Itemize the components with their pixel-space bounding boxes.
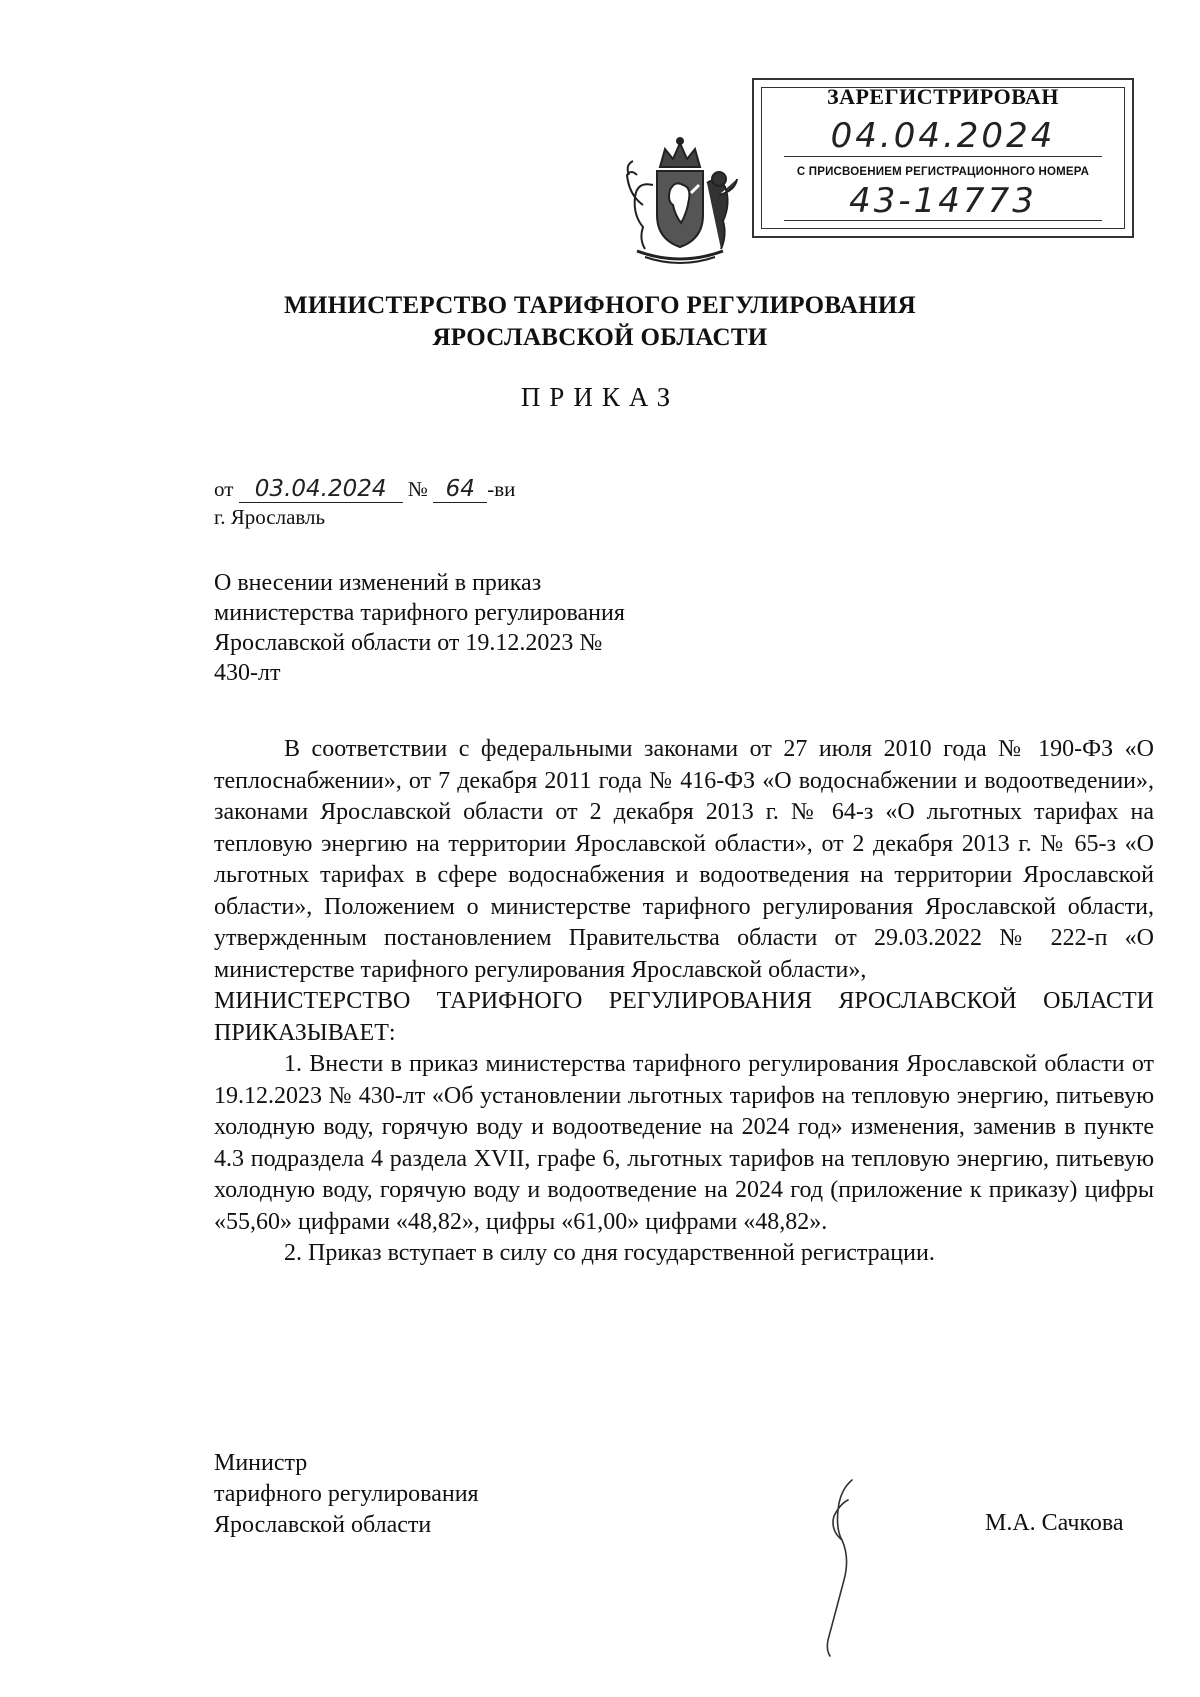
order-item-1: 1. Внести в приказ министерства тарифного регулирования Ярославской области от 19.12.2023 № 430-лт «Об установлении льготных тарифов на тепловую энергию, питьевую холодную воду, горячую воду и водоотведение на 2024 год» изменения, заменив в пункте 4.3 подраздела 4 раздела XVII, графе 6, льготных тарифов на тепловую энергию, питьевую холодную воду, горячую воду и водоотведение на 2024 год (приложение к приказу) цифры «55,60» цифрами «48,82», цифры «61,00» цифрами «48,82». [214, 1051, 1154, 1235]
signer-title-line3: Ярославской области [214, 1512, 432, 1538]
order-number: 64 [433, 476, 487, 503]
order-number-suffix: -ви [487, 477, 516, 501]
preamble-paragraph: В соответствии с федеральными законами от 27 июля 2010 года № 190-ФЗ «О теплоснабжении», от 7 декабря 2011 года № 416-ФЗ «О водоснабжении и водоотведении», законами Ярославской области от 2 декабря 2013 г. № 64-з «О льготных тарифах на тепловую энергию на территории Ярославской области», от 2 декабря 2013 г. № 65-з «О льготных тарифах в сфере водоснабжения и водоотведения на территории Ярославской области», Положением о министерстве тарифного регулирования Ярославской области, утвержденным постановлением Правительства области от 29.03.2022 № 222-п «О министерстве тарифного регулирования Ярославской области», [214, 736, 1154, 983]
stamp-subtitle: С ПРИСВОЕНИЕМ РЕГИСТРАЦИОННОГО НОМЕРА [796, 166, 1090, 178]
stamp-number: 43-14773 [784, 182, 1102, 221]
signer-title-line1: Министр [214, 1450, 308, 1476]
stamp-date: 04.04.2024 [784, 116, 1102, 157]
ministry-name-line1: МИНИСТЕРСТВО ТАРИФНОГО РЕГУЛИРОВАНИЯ [283, 292, 916, 319]
signer-name: М.А. Сачкова [985, 1510, 1124, 1536]
signer-block [214, 1448, 479, 1541]
from-label: от [214, 477, 234, 501]
ministry-header [0, 290, 1200, 354]
city: г. Ярославль [214, 505, 326, 529]
orders-phrase: МИНИСТЕРСТВО ТАРИФНОГО РЕГУЛИРОВАНИЯ ЯРОСЛАВСКОЙ ОБЛАСТИ ПРИКАЗЫВАЕТ: [214, 988, 1154, 1046]
ministry-name-line2: ЯРОСЛАВСКОЙ ОБЛАСТИ [432, 324, 768, 351]
signer-title-line2: тарифного регулирования [214, 1481, 479, 1507]
order-date-line [214, 476, 515, 503]
order-date: 03.04.2024 [239, 476, 403, 503]
order-body [214, 734, 1154, 1270]
document-type: ПРИКАЗ [520, 382, 680, 412]
coat-of-arms-icon [615, 135, 745, 265]
number-label: № [407, 477, 428, 501]
registration-stamp [752, 78, 1134, 238]
order-item-2: 2. Приказ вступает в силу со дня государственной регистрации. [284, 1240, 935, 1266]
stamp-title: ЗАРЕГИСТРИРОВАН [826, 84, 1060, 109]
handwritten-signature [790, 1470, 890, 1660]
order-subject: О внесении изменений в приказ министерства тарифного регулирования Ярославской области от 19.12.2023 № 430-лт [214, 570, 625, 686]
